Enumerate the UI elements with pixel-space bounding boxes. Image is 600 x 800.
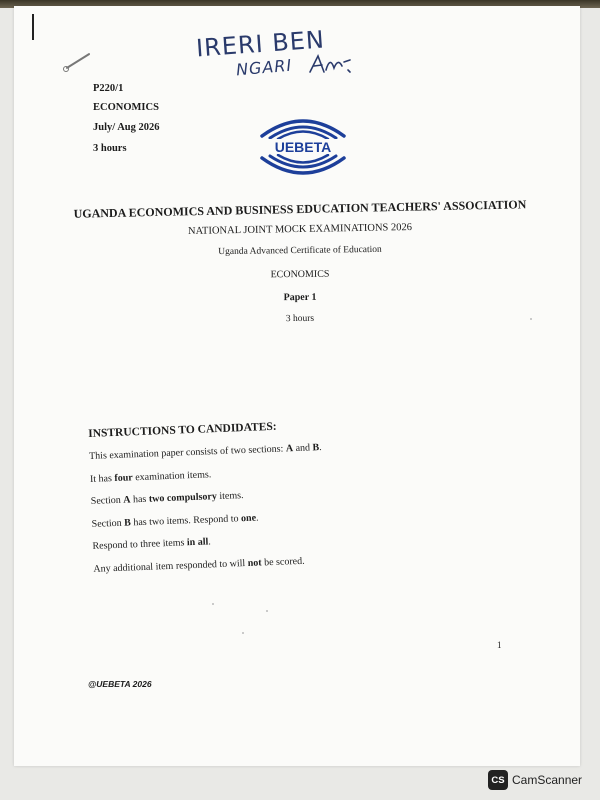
binder-mark: [32, 14, 34, 40]
instruction-line: It has four examination items.: [89, 468, 212, 485]
instruction-line: Any additional item responded to will not be scored.: [93, 555, 305, 575]
footer-copyright: @UEBETA 2026: [88, 679, 152, 689]
scan-speck: [530, 318, 532, 320]
instruction-line: Section A has two compulsory items.: [90, 490, 244, 507]
scan-speck: [242, 632, 244, 634]
scan-speck: [212, 603, 214, 605]
instructions-heading: INSTRUCTIONS TO CANDIDATES:: [88, 420, 277, 440]
certificate-title: Uganda Advanced Certificate of Education: [218, 244, 382, 258]
handwritten-surname: NGARI: [235, 55, 293, 80]
uebeta-logo: [248, 108, 358, 184]
logo-text: UEBETA: [274, 139, 332, 155]
subject-title: ECONOMICS: [270, 268, 330, 281]
handwritten-name: IRERI BEN: [195, 25, 326, 63]
header-date: July/ Aug 2026: [93, 122, 160, 133]
association-title: UGANDA ECONOMICS AND BUSINESS EDUCATION TEACHERS' ASSOCIATION: [73, 197, 527, 221]
camscanner-label: CamScanner: [512, 773, 583, 787]
paper-title: Paper 1: [283, 291, 317, 304]
instruction-line: Section B has two items. Respond to one.: [91, 512, 259, 530]
camscanner-watermark: [488, 770, 582, 790]
instructions-block: [88, 415, 434, 585]
scan-speck: [266, 610, 268, 612]
exam-title: NATIONAL JOINT MOCK EXAMINATIONS 2026: [187, 222, 413, 237]
page-number: 1: [497, 640, 502, 650]
instruction-line: Respond to three items in all.: [92, 536, 212, 552]
signature-scrawl: [306, 50, 356, 78]
header-duration: 3 hours: [93, 143, 127, 154]
camscanner-icon: CS: [488, 770, 508, 790]
instruction-line: This examination paper consists of two sections: A and B.: [88, 442, 322, 462]
staple-end: [63, 66, 69, 72]
duration-title: 3 hours: [285, 313, 315, 325]
staple-mark: [66, 53, 91, 70]
paper-code: P220/1: [93, 83, 124, 94]
header-subject: ECONOMICS: [93, 102, 159, 113]
